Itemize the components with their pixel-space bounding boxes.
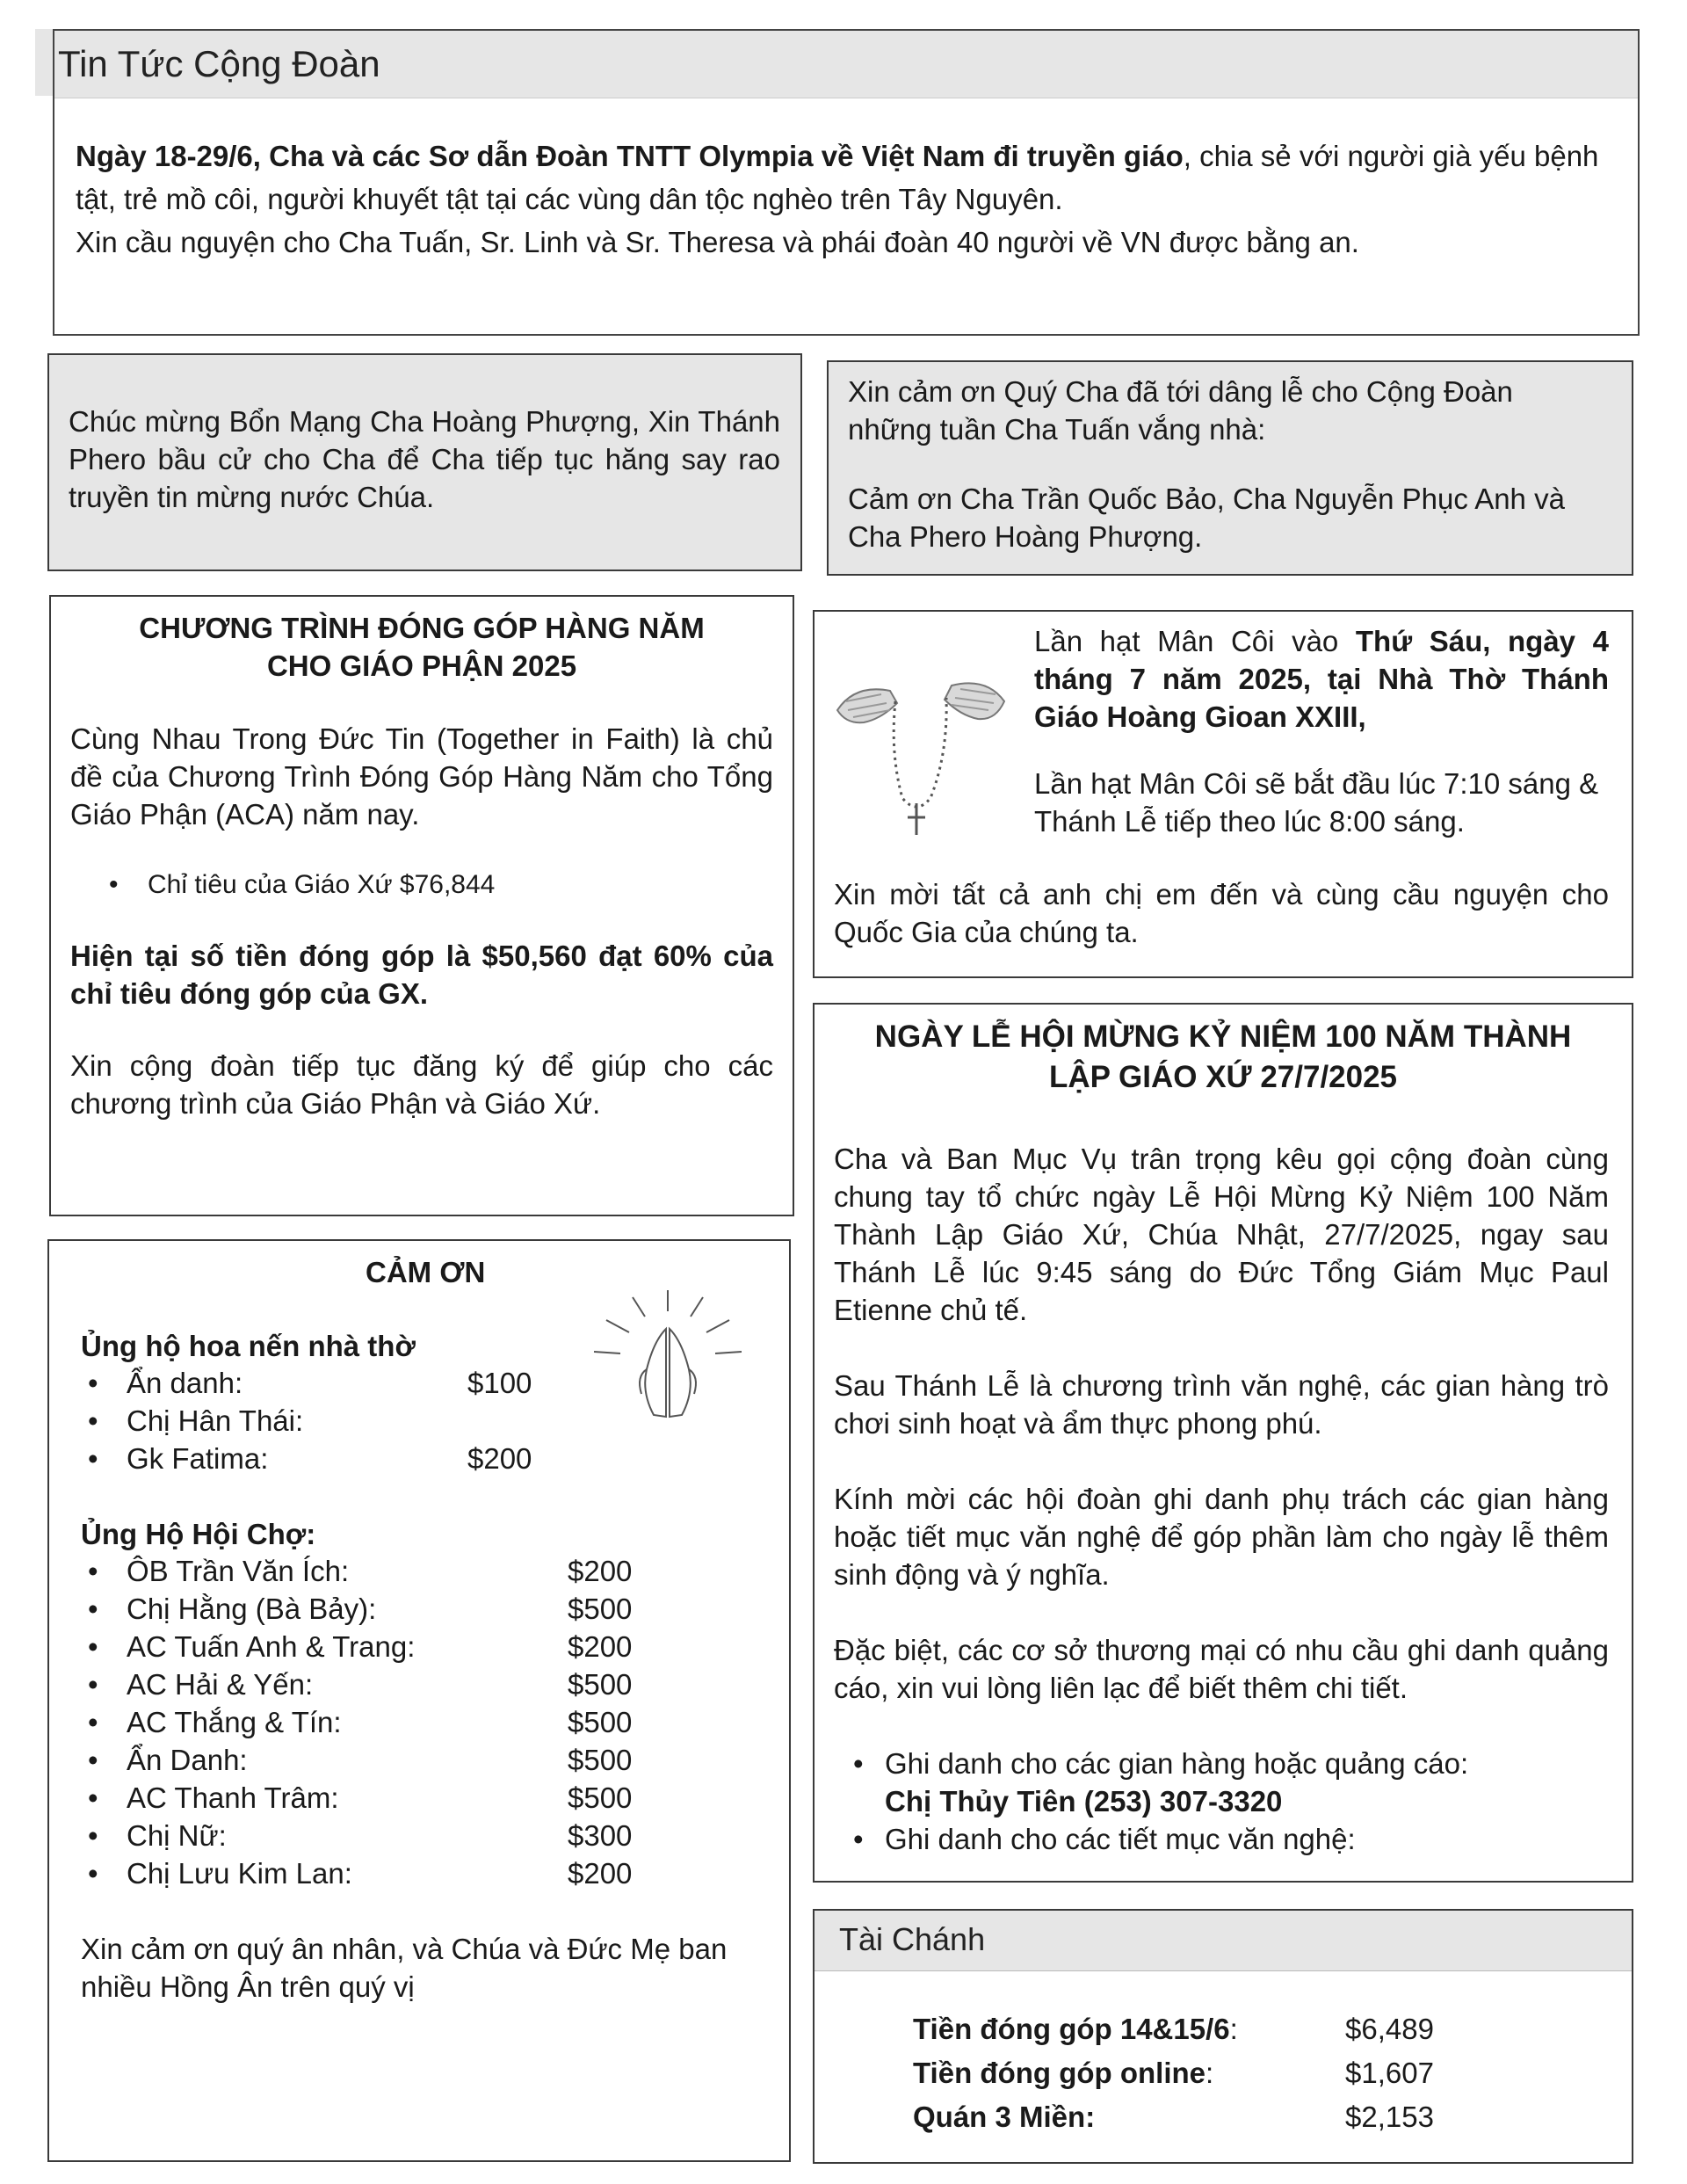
aca-title-2: CHO GIÁO PHẬN 2025 xyxy=(266,649,577,682)
fair-row: • AC Thắng & Tín: $500 xyxy=(49,1703,752,1741)
fair-row: • AC Thanh Trâm: $500 xyxy=(49,1779,752,1817)
fair-list xyxy=(49,1552,752,1892)
feast-box xyxy=(47,353,802,571)
aca-box xyxy=(49,595,794,1216)
finance-row: Quán 3 Miền: $2,153 xyxy=(913,2101,1434,2133)
aca-current: Hiện tại số tiền đóng góp là $50,560 đạt 60% của chỉ tiêu đóng góp của GX. xyxy=(70,940,773,1010)
news-para2: Xin cầu nguyện cho Cha Tuấn, Sr. Linh và Sr. Theresa và phái đoàn 40 người về VN được bằng an. xyxy=(76,226,1359,258)
rosary-box xyxy=(813,610,1633,978)
anniversary-title-2: LẬP GIÁO XỨ 27/7/2025 xyxy=(1048,1060,1398,1094)
thanks-donors-closing: Xin cảm ơn quý ân nhân, và Chúa và Đức Mẹ ban nhiều Hồng Ân trên quý vị xyxy=(81,1933,728,2003)
flowers-list xyxy=(49,1364,752,1477)
finance-box xyxy=(813,1909,1633,2164)
aca-intro: Cùng Nhau Trong Đức Tin (Together in Faith) là chủ đề của Chương Trình Đóng Góp Hàng Năm cho Tổng Giáo Phận (ACA) năm nay. xyxy=(70,722,773,831)
flowers-row: • Chị Hân Thái: xyxy=(49,1402,752,1440)
anniversary-p4: Đặc biệt, các cơ sở thương mại có nhu cầu ghi danh quảng cáo, xin vui lòng liên lạc để biết thêm chi tiết. xyxy=(834,1634,1609,1704)
fair-row: • ÔB Trần Văn Ích: $200 xyxy=(49,1552,752,1590)
aca-target: • Chỉ tiêu của Giáo Xứ $76,844 xyxy=(70,866,815,903)
rosary-time: Lần hạt Mân Côi sẽ bắt đầu lúc 7:10 sáng & Thánh Lễ tiếp theo lúc 8:00 sáng. xyxy=(1034,767,1599,838)
thanks-donors-title: CẢM ƠN xyxy=(366,1256,486,1288)
finance-header: Tài Chánh xyxy=(839,1921,986,1957)
anniversary-p3: Kính mời các hội đoàn ghi danh phụ trách các gian hàng hoặc tiết mục văn nghệ để góp phần làm cho ngày lễ thêm sinh động và ý nghĩa. xyxy=(834,1483,1609,1591)
fair-row: • AC Hải & Yến: $500 xyxy=(49,1665,752,1703)
fair-row: • Chị Nữ: $300 xyxy=(49,1817,752,1854)
news-left-accent xyxy=(35,29,53,96)
finance-header-bar xyxy=(815,1911,1632,1971)
news-header-bar xyxy=(54,31,1638,98)
aca-title-1: CHƯƠNG TRÌNH ĐÓNG GÓP HÀNG NĂM xyxy=(139,612,705,644)
fair-row: • Ẩn Danh: $500 xyxy=(49,1741,752,1779)
anniversary-bullet-1: • Ghi danh cho các gian hàng hoặc quảng cáo: Chị Thủy Tiên (253) 307-3320 xyxy=(815,1745,1658,1820)
thanks-priests-line2: Cảm ơn Cha Trần Quốc Bảo, Cha Nguyễn Phục Anh và Cha Phero Hoàng Phượng. xyxy=(848,483,1565,553)
fair-row: • AC Tuấn Anh & Trang: $200 xyxy=(49,1628,752,1665)
flowers-row: • Ẩn danh: $100 xyxy=(49,1364,752,1402)
thanks-priests-box xyxy=(827,360,1633,576)
news-header: Tin Tức Cộng Đoàn xyxy=(58,43,380,84)
anniversary-box xyxy=(813,1003,1633,1883)
thanks-priests-line1: Xin cảm ơn Quý Cha đã tới dâng lễ cho Cộng Đoàn những tuần Cha Tuấn vắng nhà: xyxy=(848,375,1513,446)
aca-closing: Xin cộng đoàn tiếp tục đăng ký để giúp cho các chương trình của Giáo Phận và Giáo Xứ. xyxy=(70,1049,773,1120)
finance-row: Tiền đóng góp online: $1,607 xyxy=(913,2057,1434,2089)
flowers-row: • Gk Fatima: $200 xyxy=(49,1440,752,1477)
anniversary-p1: Cha và Ban Mục Vụ trân trọng kêu gọi cộng đoàn cùng chung tay tổ chức ngày Lễ Hội Mừng Kỷ Niệm 100 Năm Thành Lập Giáo Xứ, Chúa Nhật, 27/7/2025, ngay sau Thánh Lễ lúc 9:45 sáng do Đức Tổng Giám Mục Paul Etienne chủ tế. xyxy=(834,1143,1609,1326)
feast-text: Chúc mừng Bổn Mạng Cha Hoàng Phượng, Xin Thánh Phero bầu cử cho Cha để Cha tiếp tục hăng say rao truyền tin mừng nước Chúa. xyxy=(69,405,780,513)
fair-row: • Chị Lưu Kim Lan: $200 xyxy=(49,1854,752,1892)
news-para1: Ngày 18-29/6, Cha và các Sơ dẫn Đoàn TNTT Olympia về Việt Nam đi truyền giáo, chia sẻ với người già yếu bệnh tật, trẻ mồ côi, người khuyết tật tại các vùng dân tộc nghèo trên Tây Nguyên. xyxy=(76,140,1599,215)
news-box xyxy=(53,29,1640,336)
anniversary-bullet-2: • Ghi danh cho các tiết mục văn nghệ: xyxy=(815,1820,1658,1858)
rosary-hands-icon xyxy=(829,649,1013,842)
rosary-invite: Xin mời tất cả anh chị em đến và cùng cầu nguyện cho Quốc Gia của chúng ta. xyxy=(834,878,1609,948)
fair-heading: Ủng Hộ Hội Chợ: xyxy=(81,1518,316,1550)
fair-row: • Chị Hằng (Bà Bảy): $500 xyxy=(49,1590,752,1628)
flowers-heading: Ủng hộ hoa nến nhà thờ xyxy=(81,1330,416,1362)
thanks-donors-box xyxy=(47,1239,791,2162)
anniversary-p2: Sau Thánh Lễ là chương trình văn nghệ, các gian hàng trò chơi sinh hoạt và ẩm thực phong phú. xyxy=(834,1369,1609,1440)
anniversary-title-1: NGÀY LỄ HỘI MỪNG KỶ NIỆM 100 NĂM THÀNH xyxy=(874,1019,1572,1054)
finance-row: Tiền đóng góp 14&15/6: $6,489 xyxy=(913,2013,1434,2045)
rosary-intro: Lần hạt Mân Côi vào Thứ Sáu, ngày 4 tháng 7 năm 2025, tại Nhà Thờ Thánh Giáo Hoàng Gioan XXIII, xyxy=(1034,625,1609,733)
